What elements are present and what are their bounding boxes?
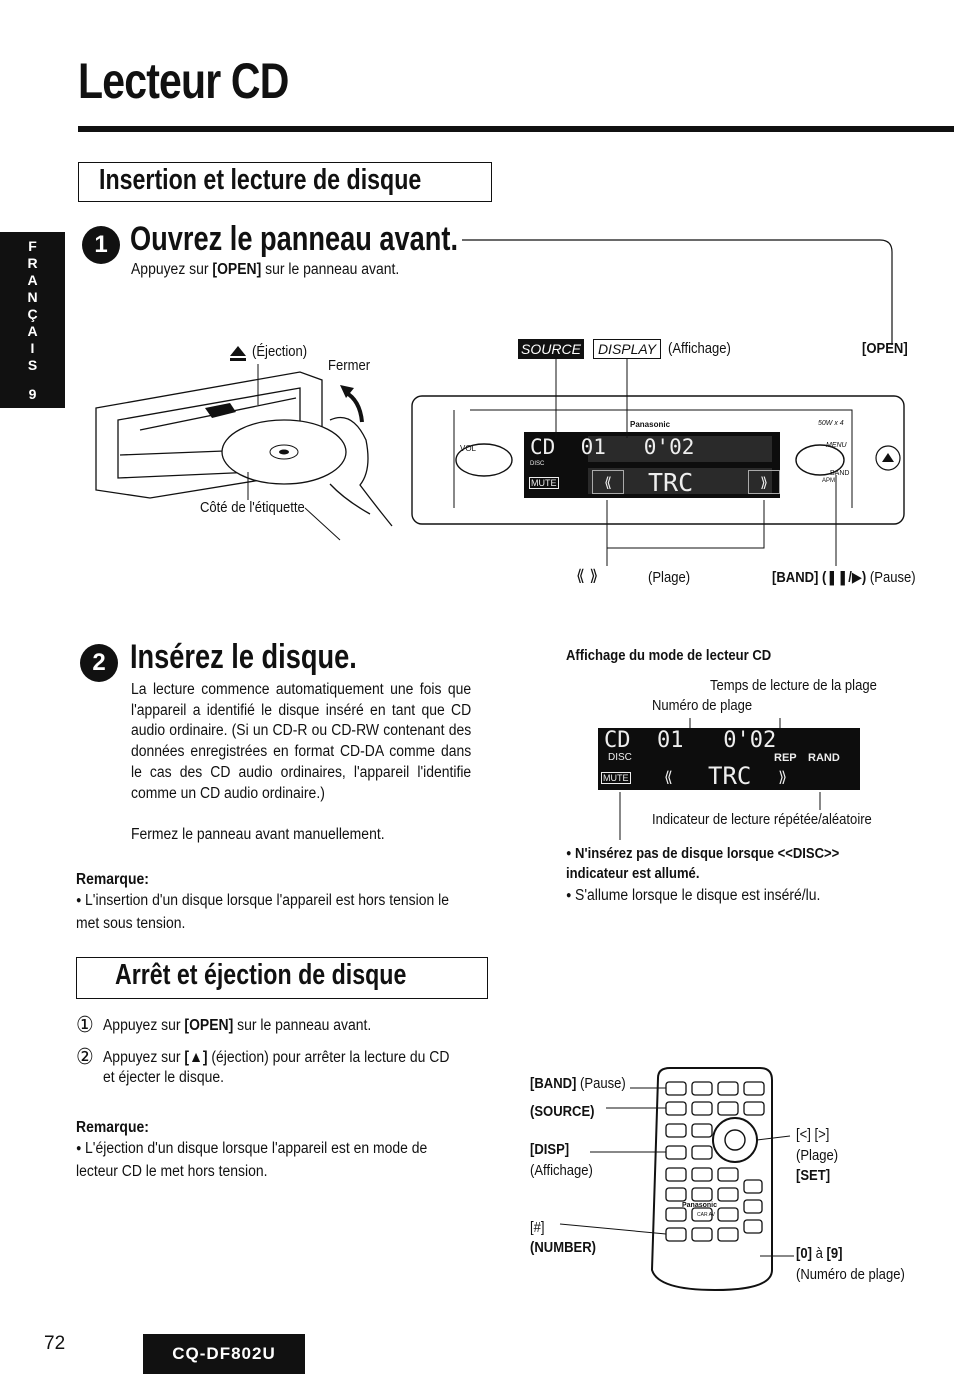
display-mode-title: Affichage du mode de lecteur CD (566, 648, 772, 664)
dm-lcd-ff-icon: ⟫ (778, 768, 788, 786)
hand-illustration (330, 418, 392, 527)
side-tab-letter: I (30, 340, 35, 356)
remote-hash-key: [#] (530, 1220, 545, 1236)
track-number-label: Numéro de plage (652, 698, 753, 714)
track-label: (Plage) (648, 570, 691, 586)
section2-item-2-post: (éjection) pour arrêter la lecture du CD et éjecter le disque. (103, 1048, 450, 1087)
band-label: BAND (830, 470, 850, 477)
pause-label: (Pause) (869, 570, 916, 586)
open-key-label: [OPEN] (862, 341, 908, 357)
remote-arrows-key: [<] [>] (796, 1127, 830, 1143)
page-number: 72 (44, 1333, 66, 1354)
remote-digits-mid: à (811, 1246, 827, 1262)
band-pause-label (772, 570, 916, 586)
vol-label: VOL (460, 444, 477, 453)
remote-disp-key: [DISP] (530, 1142, 570, 1158)
band-key: [BAND] ( (772, 570, 827, 586)
close-arrow (345, 392, 362, 422)
source-key: SOURCE (518, 339, 584, 359)
step2-remark-text: ● L'insertion d'un disque lorsque l'appareil est hors tension le met sous tension. (76, 892, 449, 932)
pause-play-icon: ❚❚/▶ (826, 570, 862, 586)
section1-heading: Insertion et lecture de disque (99, 164, 422, 196)
section2-item-1-num: ① (76, 1012, 94, 1037)
remote-model: CAR AV (697, 1212, 715, 1218)
display-note-text: ● S'allume lorsque le disque est inséré/lu. (566, 887, 820, 904)
remote-digits-desc: (Numéro de plage) (796, 1267, 905, 1283)
step1-title: Ouvrez le panneau avant. (130, 220, 459, 258)
indicator-label: Indicateur de lecture répétée/aléatoire (652, 812, 872, 828)
side-tab-letter: F (28, 238, 37, 254)
dm-lcd-top: CD 01 0'02 (604, 728, 777, 753)
remote-set-key: [SET] (796, 1168, 831, 1184)
dm-lcd-mute: MUTE (603, 773, 629, 783)
cd-disc (222, 420, 346, 484)
step1-text-pre: Appuyez sur (131, 261, 213, 278)
dm-lcd-disc: DISC (608, 752, 632, 763)
display-key: DISPLAY (593, 339, 661, 359)
section2-item-2-num: ② (76, 1043, 94, 1069)
panel-lcd-mute: MUTE (531, 478, 557, 488)
footer-model: CQ-DF802U (143, 1334, 305, 1374)
panel-lcd-trc: TRC (648, 468, 694, 497)
track-arrows-icon: ⟪ ⟫ (576, 568, 599, 585)
side-tab-letter: A (27, 323, 38, 339)
section2-list (76, 1014, 454, 1089)
page-title: Lecteur CD (78, 53, 289, 109)
remote-band-key: [BAND] (530, 1076, 577, 1092)
side-tab-letter: N (27, 289, 38, 305)
section2-item-2 (76, 1043, 454, 1089)
remote-arrows-label: (Plage) (796, 1148, 839, 1164)
section2-remark (76, 1139, 472, 1182)
section2-item-2-key: [▲] (184, 1048, 208, 1066)
close-label: Fermer (328, 358, 371, 374)
panel-watt: 50W x 4 (818, 420, 844, 427)
label-side-label: Côté de l'étiquette (200, 500, 305, 516)
remote-brand: Panasonic (682, 1202, 718, 1209)
remote-source-label: (SOURCE) (530, 1104, 595, 1120)
section2-remark-text: ● L'éjection d'un disque lorsque l'appareil est en mode de lecteur CD le met hors tension. (76, 1140, 427, 1180)
section2-item-2-pre: Appuyez sur (103, 1048, 185, 1066)
dm-lcd-rep: REP (774, 752, 797, 764)
section2-remark-title: Remarque: (76, 1119, 149, 1136)
section2-item-1-pre: Appuyez sur (103, 1017, 185, 1034)
side-tab-letter: R (27, 255, 38, 271)
side-tab-letter: A (27, 272, 38, 288)
panel-lcd-top: CD 01 0'02 (530, 435, 695, 459)
section2-heading: Arrêt et éjection de disque (115, 959, 407, 991)
side-tab-letter: Ç (27, 306, 38, 322)
dm-lcd-rew-icon: ⟪ (664, 768, 674, 786)
remote-digit-9: [9] (826, 1246, 843, 1262)
display-label: (Affichage) (668, 341, 731, 357)
step1-text-post: sur le panneau avant. (261, 261, 400, 278)
section2-item-1-post: sur le panneau avant. (233, 1017, 372, 1034)
step2-remark-title: Remarque: (76, 871, 149, 888)
step2-text: La lecture commence automatiquement une fois que l'appareil a identifié le disque inséré en tant que CD audio ordinaire. (Si un CD-R ou CD-RW contenant des données enregistrées en format CD-DA comme dans le cas des CD audio ordinaires, l'appareil l'identifie comme un CD audio ordinaire.) (131, 681, 472, 802)
open-leader-line (462, 240, 892, 345)
panel-lcd-ff-icon: ⟫ (748, 470, 780, 494)
apm-label: APM (822, 478, 836, 484)
remote-digit-0: [0] (796, 1246, 812, 1262)
display-note (566, 886, 820, 909)
step1-number: 1 (82, 226, 120, 264)
play-time-label: Temps de lecture de la plage (710, 678, 877, 694)
remote-band-label (530, 1076, 626, 1092)
step2-number: 2 (80, 644, 118, 682)
section2-item-1-key: [OPEN] (184, 1017, 234, 1034)
display-mode-lcd (598, 728, 860, 790)
side-tab-letter: S (27, 357, 38, 373)
band-key-end: ) (861, 570, 867, 586)
step2-text2: Fermez le panneau avant manuellement. (131, 826, 385, 843)
dm-lcd-trc: TRC (708, 762, 752, 790)
remote-number-key: (NUMBER) (530, 1240, 596, 1256)
remote-disp-label: (Affichage) (530, 1163, 593, 1179)
step1-open-key: [OPEN] (212, 261, 262, 278)
menu-label: MENU (826, 442, 847, 449)
display-warning (566, 845, 904, 884)
section2-item-1 (76, 1014, 454, 1037)
step2-remark (76, 891, 470, 934)
side-tab-number: 9 (28, 386, 37, 402)
remote-band-pause: (Pause) (576, 1076, 626, 1092)
eject-icon (230, 346, 246, 361)
panel-lcd-rew-icon: ⟪ (592, 470, 624, 494)
dm-lcd-rand: RAND (808, 752, 840, 764)
remote-figure (520, 1060, 820, 1300)
front-panel-figure (0, 0, 954, 620)
display-warning-text: ● N'insérez pas de disque lorsque <<DISC>> indicateur est allumé. (566, 846, 839, 882)
panel-brand: Panasonic (630, 420, 671, 429)
step2-title: Insérez le disque. (130, 638, 357, 676)
remote-digits-label (796, 1246, 842, 1262)
panel-lcd-disc: DISC (530, 461, 545, 467)
section2-heading-box (76, 957, 488, 999)
eject-label: (Éjection) (252, 344, 308, 360)
